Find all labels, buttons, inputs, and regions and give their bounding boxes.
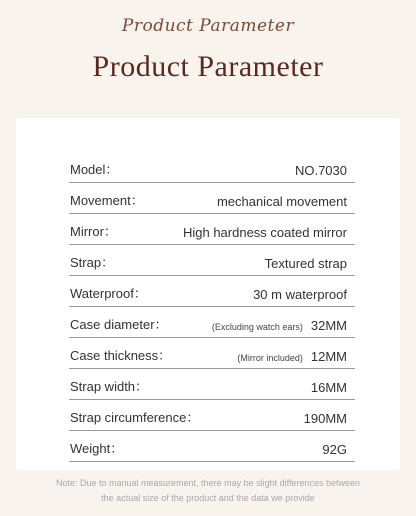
note-line: the actual size of the product and the data we provide — [101, 493, 315, 503]
note-line: Note: Due to manual measurement, there may be slight differences between — [55, 478, 360, 488]
param-row-strap-circumference — [69, 400, 355, 431]
script-title: Product Parameter — [121, 16, 295, 36]
param-value: 30 m waterproof — [253, 287, 347, 302]
param-label: Case thickness： — [70, 348, 172, 363]
param-note: (Mirror included) — [237, 353, 303, 363]
param-value: 190MM — [303, 411, 347, 426]
param-row-movement — [69, 183, 355, 214]
param-value-group — [212, 318, 347, 333]
param-row-weight — [69, 431, 355, 462]
page-title: Product Parameter — [92, 50, 324, 83]
param-label: Waterproof： — [70, 286, 147, 301]
param-value: 32MM — [310, 318, 347, 333]
param-row-strap — [69, 245, 355, 276]
param-label: Mirror： — [70, 224, 117, 239]
param-label: Movement： — [70, 193, 144, 208]
param-value: 92G — [322, 442, 347, 457]
param-label: Weight： — [70, 441, 124, 456]
parameter-table — [69, 152, 355, 462]
param-row-model — [69, 152, 355, 183]
param-value-group — [237, 349, 347, 364]
param-label: Strap width： — [70, 379, 149, 394]
param-row-strap-width — [69, 369, 355, 400]
param-value: Textured strap — [264, 256, 347, 271]
param-label: Model： — [70, 162, 119, 177]
param-value: High hardness coated mirror — [182, 225, 347, 240]
param-label: Case diameter： — [70, 317, 168, 332]
param-value: 12MM — [310, 349, 347, 364]
param-row-case-thickness — [69, 338, 355, 369]
param-row-mirror — [69, 214, 355, 245]
param-value: NO.7030 — [294, 163, 347, 178]
measurement-note — [0, 476, 416, 506]
param-note: (Excluding watch ears) — [211, 322, 303, 332]
param-row-case-diameter — [69, 307, 355, 338]
parameter-card — [16, 118, 400, 470]
param-label: Strap circumference： — [70, 410, 200, 425]
param-row-waterproof — [69, 276, 355, 307]
param-label: Strap： — [70, 255, 115, 270]
param-value: 16MM — [310, 380, 347, 395]
param-value: mechanical movement — [216, 194, 347, 209]
